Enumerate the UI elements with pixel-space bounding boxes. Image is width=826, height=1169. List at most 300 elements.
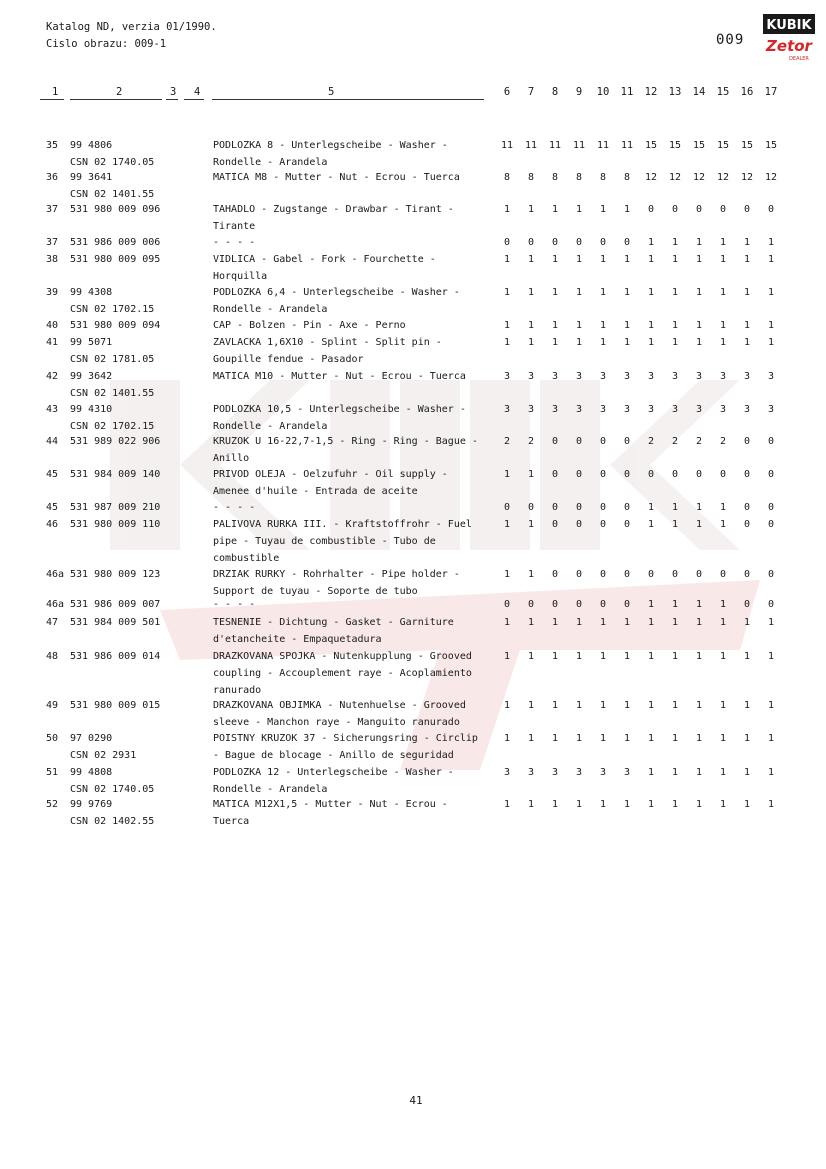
position-number: 45 [46,502,59,513]
part-description [213,500,491,517]
quantity-cell: 1 [575,733,583,744]
description-line: PRIVOD OLEJA - Oelzufuhr - Oil supply - [213,469,448,480]
quantity-cell: 0 [575,436,583,447]
quantity-cell: 0 [623,569,631,580]
quantity-cell: 0 [719,469,727,480]
quantity-cell: 8 [623,172,631,183]
part-description [213,369,491,386]
quantity-cell: 1 [719,599,727,610]
quantity-cell: 1 [719,254,727,265]
quantity-cell: 1 [647,237,655,248]
quantity-cell: 12 [764,172,778,183]
col-header-16: 16 [740,86,754,98]
quantity-cell: 1 [575,651,583,662]
position-number: 37 [46,237,59,248]
part-number [70,597,160,614]
quantity-cell: 1 [647,337,655,348]
description-line: TESNENIE - Dichtung - Gasket - Garniture [213,617,454,628]
part-number [70,567,160,584]
part-number [70,649,160,666]
description-line: Rondelle - Arandela [213,783,328,795]
description-line: PODLOZKA 10,5 - Unterlegscheibe - Washer - [213,404,466,415]
col-header-5: 5 [328,86,335,98]
part-description [213,170,491,187]
quantity-cell: 3 [623,404,631,415]
quantity-cell: 1 [743,733,751,744]
quantity-cell: 8 [599,172,607,183]
quantity-cell: 1 [671,799,679,810]
part-description [213,467,491,501]
part-number [70,765,154,799]
quantity-cell: 1 [599,799,607,810]
description-line: - - - - [213,599,256,610]
part-description [213,285,491,319]
col-header-7: 7 [527,86,535,98]
quantity-cell: 3 [503,371,511,382]
part-description [213,698,491,732]
quantity-cell: 0 [599,519,607,530]
quantity-cell: 3 [527,371,535,382]
quantity-cell: 1 [719,767,727,778]
quantity-cell: 1 [503,617,511,628]
quantity-cell: 0 [623,436,631,447]
part-number-line: 99 3641 [70,172,113,183]
quantity-cell: 3 [671,371,679,382]
part-description [213,252,491,286]
quantity-cell: 3 [695,371,703,382]
quantity-cell: 3 [503,404,511,415]
position-number: 42 [46,371,59,382]
description-line: MATICA M10 - Mutter - Nut - Ecrou - Tuerca [213,371,466,382]
quantity-cell: 1 [647,320,655,331]
part-description [213,765,491,799]
description-line: Tirante [213,220,256,232]
quantity-cell: 1 [695,287,703,298]
part-number [70,335,154,369]
part-number-line: 531 980 009 015 [70,700,161,711]
quantity-cell: 0 [527,237,535,248]
col-header-14: 14 [692,86,706,98]
quantity-cell: 0 [599,502,607,513]
quantity-cell: 15 [644,140,658,151]
page-code: 009 [716,32,745,48]
description-line: KRUZOK U 16-22,7-1,5 - Ring - Ring - Bague - [213,436,478,447]
quantity-cell: 1 [599,700,607,711]
part-number-line: 531 986 009 007 [70,599,161,610]
col-header-11: 11 [620,86,634,98]
quantity-cell: 0 [575,519,583,530]
quantity-cell: 0 [743,599,751,610]
quantity-cell: 0 [671,569,679,580]
quantity-cell: 1 [575,700,583,711]
quantity-cell: 0 [551,599,559,610]
quantity-cell: 3 [647,404,655,415]
quantity-cell: 15 [692,140,706,151]
part-number [70,170,154,204]
col-header-1: 1 [52,86,59,98]
quantity-cell: 0 [527,599,535,610]
quantity-cell: 1 [527,617,535,628]
quantity-cell: 0 [551,519,559,530]
description-line: TAHADLO - Zugstange - Drawbar - Tirant - [213,204,454,215]
part-number [70,797,154,831]
quantity-cell: 1 [647,733,655,744]
quantity-cell: 0 [575,502,583,513]
quantity-cell: 1 [527,254,535,265]
quantity-cell: 0 [551,569,559,580]
quantity-cell: 1 [551,337,559,348]
part-description [213,318,491,335]
quantity-cell: 11 [548,140,562,151]
quantity-cell: 11 [620,140,634,151]
quantity-cell: 3 [527,404,535,415]
quantity-cell: 0 [695,569,703,580]
part-description [213,597,491,614]
quantity-cell: 0 [575,469,583,480]
description-line: pipe - Tuyau de combustible - Tubo de [213,535,436,547]
quantity-cell: 1 [623,337,631,348]
col-header-17: 17 [764,86,778,98]
quantity-cell: 3 [503,767,511,778]
standard-number-line: CSN 02 1702.15 [70,303,155,315]
quantity-cell: 1 [527,700,535,711]
quantity-cell: 1 [719,733,727,744]
quantity-cell: 1 [767,651,775,662]
position-number: 43 [46,404,59,415]
quantity-cell: 1 [719,651,727,662]
part-number [70,434,160,451]
quantity-cell: 1 [575,204,583,215]
quantity-cell: 1 [503,799,511,810]
quantity-cell: 1 [623,204,631,215]
part-number-line: 531 980 009 096 [70,204,161,215]
quantity-cell: 0 [743,469,751,480]
quantity-cell: 0 [575,569,583,580]
quantity-cell: 1 [527,799,535,810]
quantity-cell: 1 [599,733,607,744]
quantity-cell: 2 [671,436,679,447]
description-line: Amenee d'huile - Entrada de aceite [213,485,418,497]
standard-number-line: CSN 02 1401.55 [70,387,155,399]
quantity-cell: 1 [527,320,535,331]
quantity-cell: 1 [719,237,727,248]
position-number: 38 [46,254,59,265]
quantity-cell: 1 [671,700,679,711]
quantity-cell: 0 [623,599,631,610]
position-number: 40 [46,320,59,331]
part-number [70,500,160,517]
col-header-6: 6 [503,86,511,98]
quantity-cell: 1 [527,651,535,662]
part-number-line: 531 986 009 014 [70,651,161,662]
quantity-cell: 1 [527,569,535,580]
quantity-cell: 1 [647,700,655,711]
quantity-cell: 0 [647,469,655,480]
quantity-cell: 1 [647,519,655,530]
part-number-line: 531 980 009 094 [70,320,161,331]
part-description [213,615,491,649]
quantity-cell: 3 [527,767,535,778]
quantity-cell: 1 [695,519,703,530]
col-header-4: 4 [194,86,201,98]
standard-number-line: CSN 02 1702.15 [70,420,155,432]
quantity-cell: 1 [719,617,727,628]
quantity-cell: 1 [623,320,631,331]
part-description [213,567,491,601]
col-header-8: 8 [551,86,559,98]
standard-number-line: CSN 02 1740.05 [70,156,155,168]
quantity-cell: 8 [551,172,559,183]
quantity-cell: 1 [575,287,583,298]
quantity-cell: 0 [767,469,775,480]
quantity-cell: 1 [647,767,655,778]
description-line: DRZIAK RURKY - Rohrhalter - Pipe holder - [213,569,460,580]
quantity-cell: 1 [599,204,607,215]
quantity-cell: 0 [671,204,679,215]
description-line: Goupille fendue - Pasador [213,353,364,365]
quantity-cell: 1 [647,799,655,810]
quantity-cell: 1 [527,337,535,348]
col-header-15: 15 [716,86,730,98]
quantity-cell: 12 [716,172,730,183]
position-number: 52 [46,799,59,810]
quantity-cell: 0 [743,519,751,530]
description-line: CAP - Bolzen - Pin - Axe - Perno [213,320,406,331]
quantity-cell: 1 [623,651,631,662]
quantity-cell: 1 [767,799,775,810]
quantity-cell: 1 [551,617,559,628]
part-number-line: 99 4808 [70,767,113,778]
quantity-cell: 1 [743,287,751,298]
standard-number-line: CSN 02 2931 [70,749,137,761]
quantity-cell: 1 [767,254,775,265]
quantity-cell: 1 [767,733,775,744]
quantity-cell: 1 [719,519,727,530]
description-line: MATICA M12X1,5 - Mutter - Nut - Ecrou - [213,799,448,810]
quantity-cell: 1 [719,799,727,810]
part-number-line: 531 987 009 210 [70,502,161,513]
quantity-cell: 1 [743,320,751,331]
quantity-cell: 1 [671,617,679,628]
quantity-cell: 1 [671,651,679,662]
quantity-cell: 8 [575,172,583,183]
quantity-cell: 3 [551,371,559,382]
quantity-cell: 1 [647,254,655,265]
part-number [70,369,154,403]
quantity-cell: 0 [551,237,559,248]
part-number-line: 99 3642 [70,371,113,382]
catalog-title: Katalog ND, verzia 01/1990. [46,21,217,33]
col-header-13: 13 [668,86,682,98]
description-line: PODLOZKA 8 - Unterlegscheibe - Washer - [213,140,448,151]
quantity-cell: 1 [575,617,583,628]
part-number [70,615,160,632]
quantity-cell: 1 [527,733,535,744]
quantity-cell: 2 [719,436,727,447]
quantity-cell: 3 [767,371,775,382]
quantity-cell: 1 [599,287,607,298]
quantity-cell: 1 [551,799,559,810]
quantity-cell: 3 [647,371,655,382]
quantity-cell: 1 [599,320,607,331]
position-number: 46 [46,519,59,530]
description-line: Rondelle - Arandela [213,420,328,432]
quantity-cell: 1 [599,254,607,265]
part-number [70,467,160,484]
part-number-line: 531 986 009 006 [70,237,161,248]
quantity-cell: 3 [743,371,751,382]
description-line: Tuerca [213,815,250,827]
quantity-cell: 1 [743,337,751,348]
quantity-cell: 1 [743,651,751,662]
quantity-cell: 1 [551,287,559,298]
quantity-cell: 0 [503,237,511,248]
quantity-cell: 11 [500,140,514,151]
position-number: 46a [46,569,65,580]
part-number-line: 531 984 009 140 [70,469,161,480]
position-number: 51 [46,767,59,778]
quantity-cell: 3 [599,371,607,382]
quantity-cell: 0 [719,569,727,580]
part-number [70,235,160,252]
quantity-cell: 1 [623,254,631,265]
description-line: VIDLICA - Gabel - Fork - Fourchette - [213,254,436,265]
quantity-cell: 0 [743,569,751,580]
description-line: PODLOZKA 6,4 - Unterlegscheibe - Washer - [213,287,460,298]
quantity-cell: 1 [671,502,679,513]
part-description [213,731,491,765]
quantity-cell: 8 [503,172,511,183]
quantity-cell: 1 [503,700,511,711]
quantity-cell: 1 [599,651,607,662]
quantity-cell: 1 [767,617,775,628]
quantity-cell: 1 [503,204,511,215]
quantity-cell: 0 [599,599,607,610]
quantity-cell: 0 [551,502,559,513]
quantity-cell: 1 [695,651,703,662]
quantity-cell: 1 [647,617,655,628]
quantity-cell: 1 [767,237,775,248]
position-number: 44 [46,436,59,447]
quantity-cell: 12 [740,172,754,183]
quantity-cell: 1 [695,320,703,331]
quantity-cell: 0 [767,569,775,580]
quantity-cell: 1 [671,237,679,248]
quantity-cell: 1 [575,320,583,331]
quantity-cell: 0 [719,204,727,215]
quantity-cell: 0 [647,204,655,215]
quantity-cell: 0 [623,469,631,480]
quantity-cell: 0 [767,599,775,610]
quantity-cell: 1 [671,733,679,744]
quantity-cell: 0 [743,436,751,447]
quantity-cell: 0 [671,469,679,480]
quantity-cell: 1 [695,337,703,348]
quantity-cell: 1 [623,700,631,711]
quantity-cell: 3 [671,404,679,415]
part-description [213,235,491,252]
quantity-cell: 1 [503,733,511,744]
quantity-cell: 0 [527,502,535,513]
part-number-line: 99 4310 [70,404,113,415]
quantity-cell: 1 [575,799,583,810]
part-description [213,402,491,436]
quantity-cell: 3 [695,404,703,415]
quantity-cell: 1 [767,287,775,298]
part-number [70,252,160,269]
quantity-cell: 1 [743,254,751,265]
quantity-cell: 0 [599,569,607,580]
quantity-cell: 1 [671,599,679,610]
quantity-cell: 0 [599,469,607,480]
quantity-cell: 0 [623,237,631,248]
quantity-cell: 1 [551,651,559,662]
quantity-cell: 11 [524,140,538,151]
description-line: POISTNY KRUZOK 37 - Sicherungsring - Circlip [213,733,478,744]
part-number-line: 531 980 009 095 [70,254,161,265]
quantity-cell: 0 [767,436,775,447]
quantity-cell: 1 [671,287,679,298]
quantity-cell: 1 [743,617,751,628]
quantity-cell: 3 [623,767,631,778]
part-number-line: 97 0290 [70,733,113,744]
quantity-cell: 1 [671,254,679,265]
quantity-cell: 0 [647,569,655,580]
quantity-cell: 1 [503,254,511,265]
quantity-cell: 1 [743,767,751,778]
quantity-cell: 1 [695,502,703,513]
part-number-line: 99 4308 [70,287,113,298]
quantity-cell: 3 [719,371,727,382]
quantity-cell: 1 [695,617,703,628]
quantity-cell: 1 [551,733,559,744]
quantity-cell: 3 [743,404,751,415]
part-description [213,434,491,468]
position-number: 37 [46,204,59,215]
quantity-cell: 1 [623,617,631,628]
quantity-cell: 0 [695,469,703,480]
quantity-cell: 1 [551,700,559,711]
quantity-cell: 0 [623,519,631,530]
part-number [70,731,136,765]
description-line: ranurado [213,684,262,696]
logo-brand-top: KUBIK [766,18,812,33]
quantity-cell: 1 [671,320,679,331]
description-line: PALIVOVA RURKA III. - Kraftstoffrohr - Fuel [213,519,472,530]
part-number-line: 99 9769 [70,799,113,810]
quantity-cell: 1 [719,700,727,711]
standard-number-line: CSN 02 1781.05 [70,353,155,365]
quantity-cell: 1 [695,733,703,744]
quantity-cell: 1 [551,320,559,331]
quantity-cell: 0 [623,502,631,513]
quantity-cell: 1 [647,502,655,513]
part-number [70,698,160,715]
quantity-cell: 12 [644,172,658,183]
quantity-cell: 1 [743,799,751,810]
quantity-cell: 15 [740,140,754,151]
description-line: Rondelle - Arandela [213,303,328,315]
part-description [213,202,491,236]
quantity-cell: 0 [695,204,703,215]
quantity-cell: 0 [599,237,607,248]
description-line: combustible [213,552,280,564]
quantity-cell: 1 [503,469,511,480]
standard-number-line: CSN 02 1401.55 [70,188,155,200]
quantity-cell: 0 [743,204,751,215]
description-line: coupling - Accouplement raye - Acoplamiento [213,667,472,679]
quantity-cell: 1 [671,519,679,530]
